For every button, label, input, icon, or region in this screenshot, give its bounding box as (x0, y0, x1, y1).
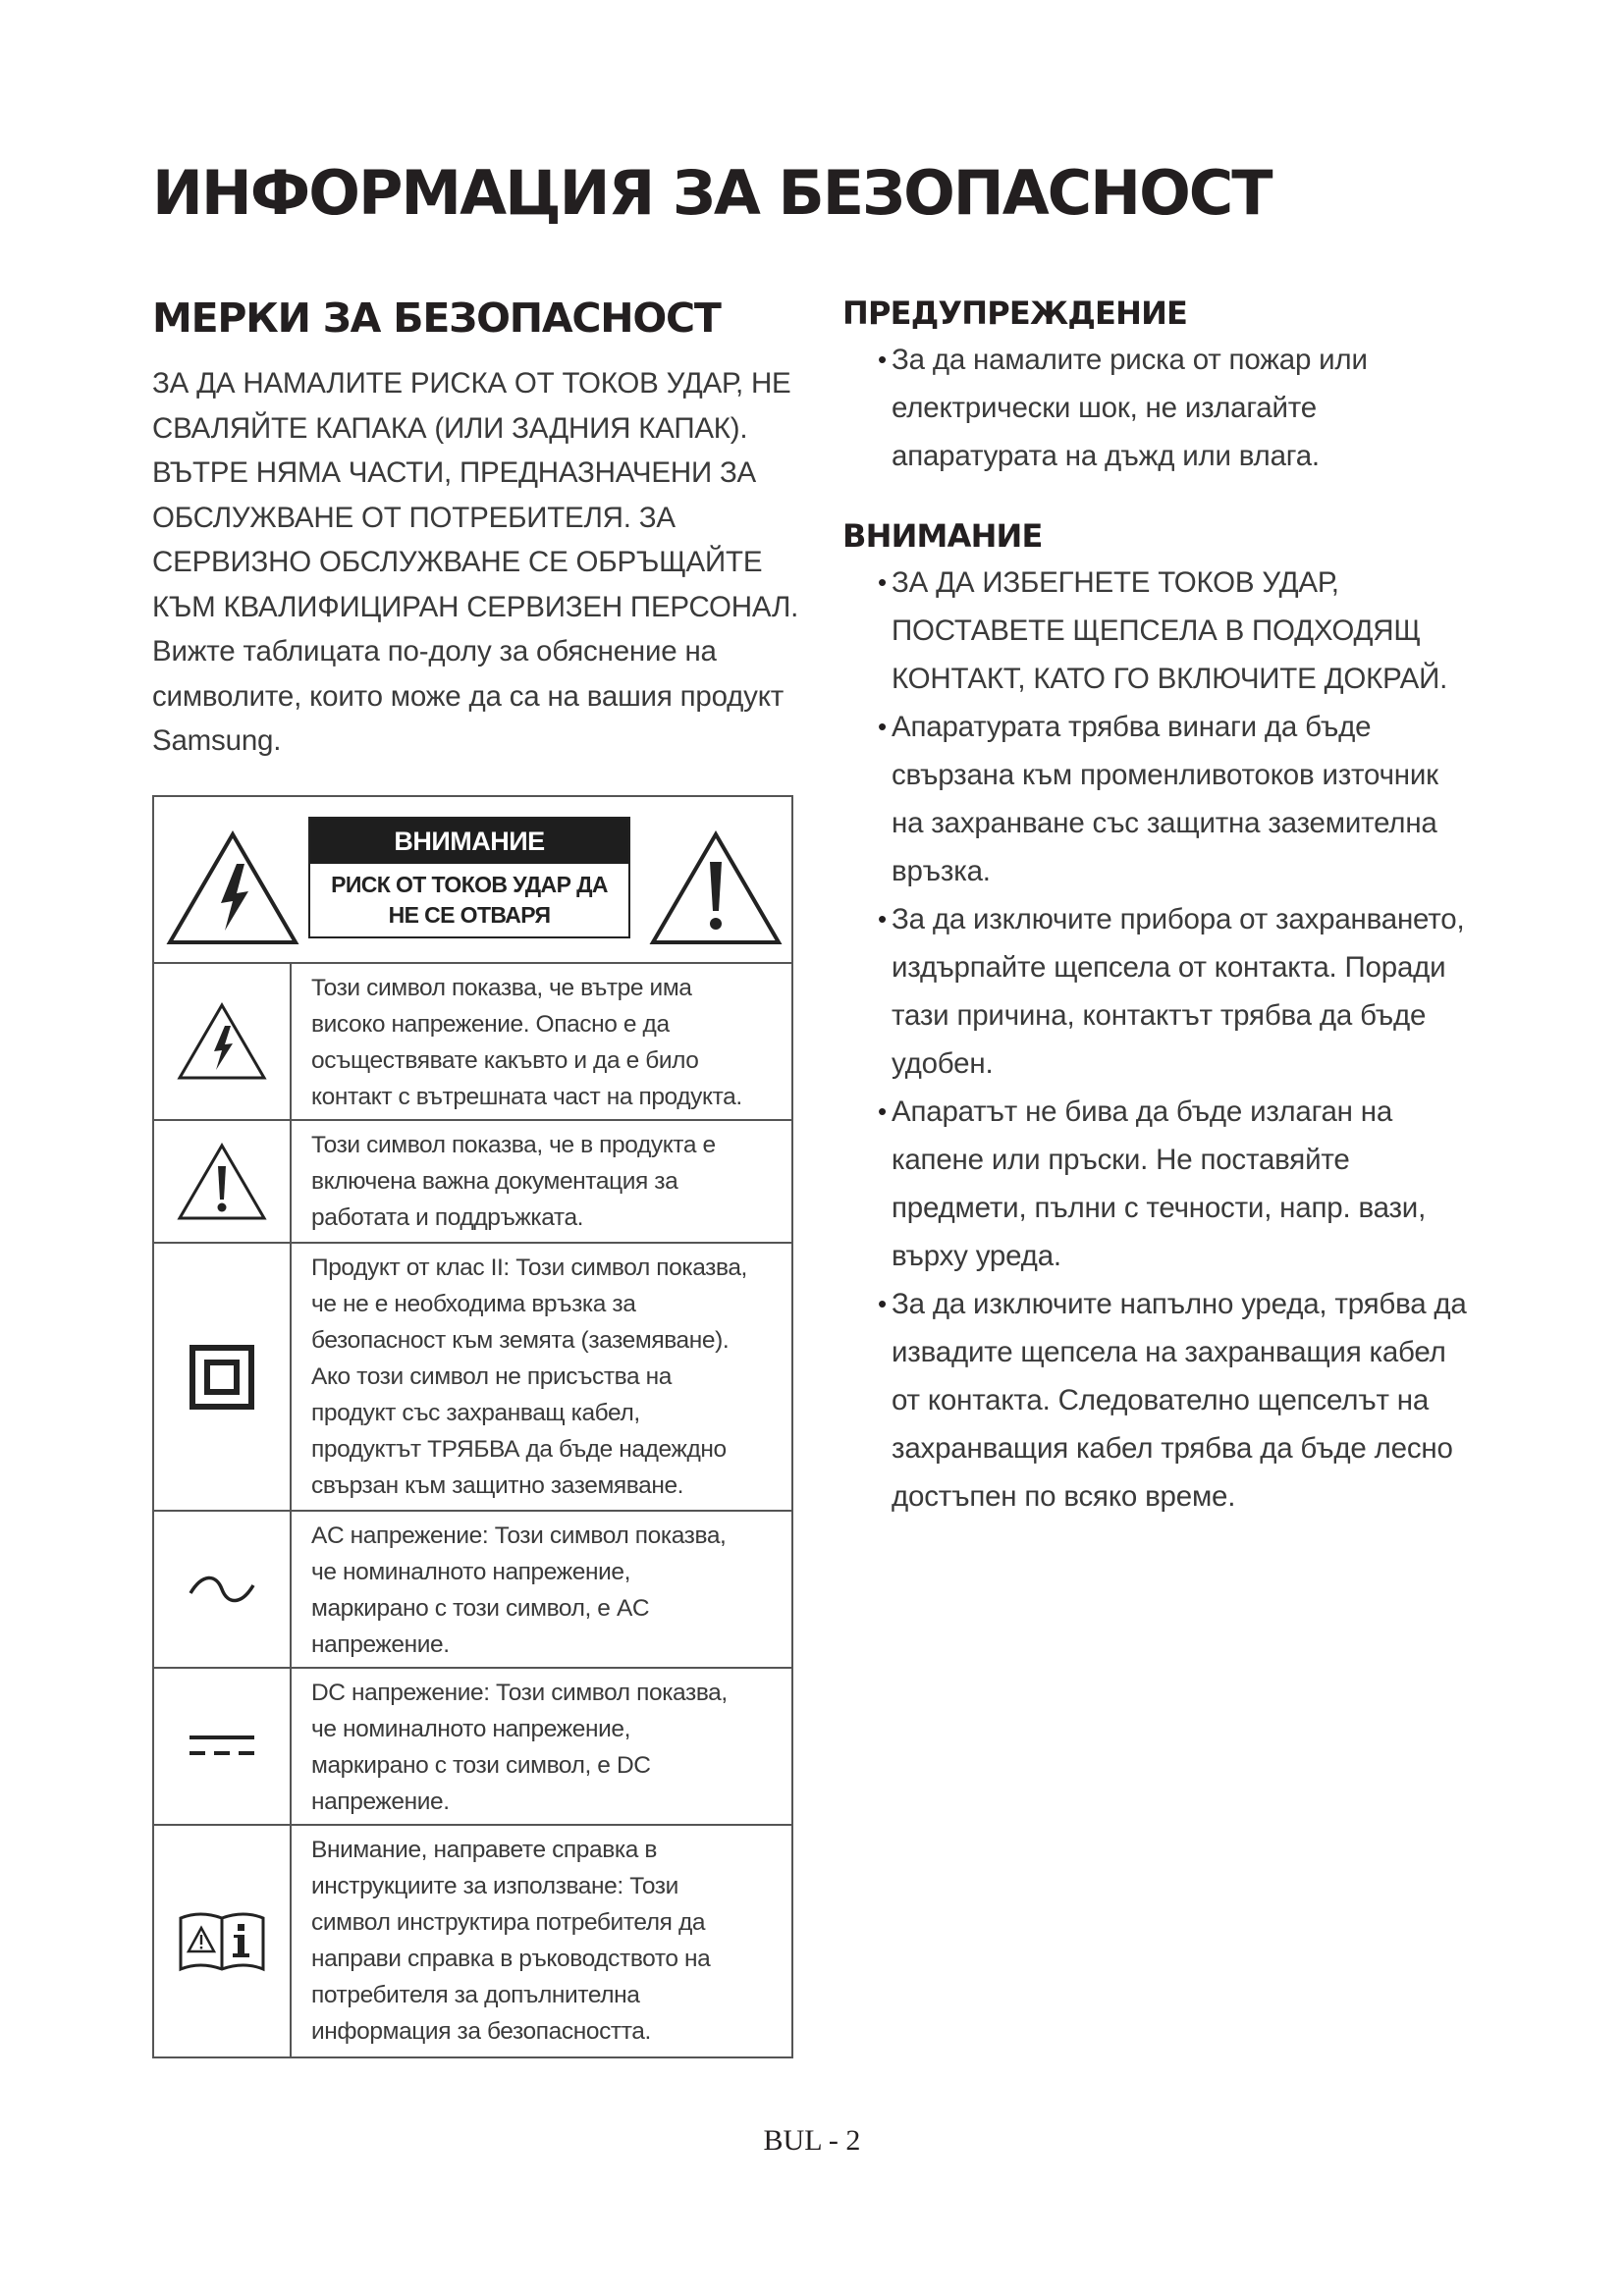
caution-item: • Апаратът не бива да бъде излаган на капене или пръски. Не поставяйте предмети, пълни с течности, напр. вази, върху уреда. (842, 1088, 1510, 1280)
bullet-line: върху уреда. (892, 1240, 1061, 1272)
lightning-triangle-icon (175, 1000, 269, 1083)
symbol-description-line: продуктът ТРЯБВА да бъде надеждно (311, 1436, 727, 1463)
caution-item: • За да изключите прибора от захранването, издърпайте щепсела от контакта. Поради тази причина, контактът трябва да бъде удобен. (842, 895, 1510, 1088)
symbol-icon-cell (154, 1669, 292, 1824)
exclamation-triangle-icon (175, 1141, 269, 1223)
bullet-line: КОНТАКТ, КАТО ГО ВКЛЮЧИТЕ ДОКРАЙ. (892, 663, 1448, 695)
symbol-description-line: включена важна документация за (311, 1168, 678, 1195)
symbol-description-line: продукт със захранващ кабел, (311, 1400, 640, 1426)
symbol-description-line: информация за безопасността. (311, 2018, 651, 2045)
page-title: ИНФОРМАЦИЯ ЗА БЕЗОПАСНОСТ (152, 157, 1272, 229)
symbol-description-line: че номиналното напрежение, (311, 1559, 630, 1585)
caution-item: • ЗА ДА ИЗБЕГНЕТЕ ТОКОВ УДАР, ПОСТАВЕТЕ ЩЕПСЕЛА В ПОДХОДЯЩ КОНТАКТ, КАТО ГО ВКЛЮЧИТЕ ДОКРАЙ. (842, 559, 1510, 703)
symbol-icon-cell (154, 964, 292, 1119)
warning-title: ПРЕДУПРЕЖДЕНИЕ (842, 294, 1188, 332)
symbol-row-manual (154, 1824, 791, 2056)
bullet-line: Апаратурата трябва винаги да бъде (892, 711, 1372, 743)
symbol-icon-cell (154, 1244, 292, 1510)
bullet-line: тази причина, контактът трябва да бъде (892, 999, 1427, 1032)
bullet-line: връзка. (892, 855, 991, 887)
symbol-description-line: Този символ показва, че в продукта е (311, 1132, 716, 1158)
symbol-description-line: потребителя за допълнителна (311, 1982, 640, 2008)
intro-line: СЕРВИЗНО ОБСЛУЖВАНЕ СЕ ОБРЪЩАЙТЕ (152, 546, 763, 578)
section-title-safety-measures: МЕРКИ ЗА БЕЗОПАСНОСТ (152, 294, 721, 342)
symbol-row-dc (154, 1667, 791, 1824)
caution-label-title: ВНИМАНИЕ (310, 819, 628, 864)
caution-label-line: РИСК ОТ ТОКОВ УДАР ДА (331, 872, 608, 897)
right-column (842, 294, 1510, 1521)
bullet-line: капене или пръски. Не поставяйте (892, 1144, 1350, 1176)
bullet-line: захранващия кабел трябва да бъде лесно (892, 1432, 1453, 1465)
intro-line: ВЪТРЕ НЯМА ЧАСТИ, ПРЕДНАЗНАЧЕНИ ЗА (152, 456, 757, 489)
warning-list (842, 336, 1510, 480)
intro-line: Вижте таблицата по-долу за обяснение на (152, 635, 717, 667)
symbol-row-documentation (154, 1119, 791, 1242)
manual-info-icon (177, 1908, 267, 1975)
bullet-line: ПОСТАВЕТЕ ЩЕПСЕЛА В ПОДХОДЯЩ (892, 614, 1421, 647)
symbol-icon-cell (154, 1826, 292, 2056)
intro-text (152, 361, 800, 764)
symbol-description-line: маркирано с този символ, е DC (311, 1752, 651, 1779)
bullet-line: ЗА ДА ИЗБЕГНЕТЕ ТОКОВ УДАР, (892, 566, 1339, 599)
symbol-description-line: символ инструктира потребителя да (311, 1909, 706, 1936)
symbol-description-line: безопасност към земята (заземяване). (311, 1327, 730, 1354)
caution-label-text (310, 864, 628, 931)
intro-line: КЪМ КВАЛИФИЦИРАН СЕРВИЗЕН ПЕРСОНАЛ. (152, 590, 799, 623)
bullet-line: на захранване със защитна заземителна (892, 807, 1437, 839)
symbol-description-line: Продукт от клас II: Този символ показва, (311, 1255, 747, 1281)
symbol-description-line: AC напрежение: Този символ показва, (311, 1522, 727, 1549)
warning-item: • За да намалите риска от пожар или електрически шок, не излагайте апаратурата на дъжд или влага. (842, 336, 1510, 480)
caution-list (842, 559, 1510, 1521)
symbol-description-line: инструкциите за използване: Този (311, 1873, 678, 1899)
intro-line: ЗА ДА НАМАЛИТЕ РИСКА ОТ ТОКОВ УДАР, НЕ (152, 367, 791, 400)
symbol-description-line: маркирано с този символ, е AC (311, 1595, 650, 1622)
symbol-icon-cell (154, 1121, 292, 1242)
bullet-line: от контакта. Следователно щепселът на (892, 1384, 1430, 1416)
symbols-table (152, 795, 793, 2058)
caution-item: • За да изключите напълно уреда, трябва да извадите щепсела на захранващия кабел от контакта. Следователно щепселът на захранващия кабел трябва да бъде лесно достъпен по всяко време. (842, 1280, 1510, 1521)
intro-line: ОБСЛУЖВАНЕ ОТ ПОТРЕБИТЕЛЯ. ЗА (152, 501, 676, 534)
lightning-triangle-icon (164, 828, 301, 948)
symbol-description-line: Внимание, направете справка в (311, 1837, 657, 1863)
symbol-description (311, 1675, 784, 1820)
symbol-description-line: контакт с вътрешната част на продукта. (311, 1084, 742, 1110)
exclamation-triangle-icon (647, 828, 785, 948)
symbol-description (311, 1250, 784, 1504)
bullet-line: За да изключите напълно уреда, трябва да (892, 1288, 1467, 1320)
bullet-line: извадите щепсела на захранващия кабел (892, 1336, 1446, 1368)
symbols-table-header (154, 797, 791, 964)
bullet-line: издърпайте щепсела от контакта. Поради (892, 951, 1446, 984)
page-number: BUL - 2 (763, 2124, 861, 2157)
caution-title: ВНИМАНИЕ (842, 517, 1043, 555)
symbol-description-line: високо напрежение. Опасно е да (311, 1011, 670, 1038)
bullet-line: Апаратът не бива да бъде излаган на (892, 1095, 1393, 1128)
double-square-icon (187, 1342, 257, 1413)
symbol-description (311, 1127, 784, 1236)
bullet-line: свързана към променливотоков източник (892, 759, 1438, 791)
intro-line: Samsung. (152, 724, 282, 757)
symbol-icon-cell (154, 1512, 292, 1667)
intro-line: символите, които може да са на вашия продукт (152, 679, 785, 713)
symbol-row-ac (154, 1510, 791, 1667)
symbol-description-line: DC напрежение: Този символ показва, (311, 1680, 728, 1706)
caution-label (308, 817, 630, 938)
left-column (152, 294, 800, 764)
symbol-row-class-ii (154, 1242, 791, 1510)
symbol-description (311, 1832, 784, 2050)
symbol-row-high-voltage (154, 962, 791, 1119)
symbol-description-line: направи справка в ръководството на (311, 1946, 711, 1972)
bullet-line: електрически шок, не излагайте (892, 392, 1317, 424)
symbol-description-line: напрежение. (311, 1631, 450, 1658)
ac-wave-icon (187, 1572, 257, 1607)
dc-lines-icon (188, 1732, 256, 1761)
bullet-line: предмети, пълни с течности, напр. вази, (892, 1192, 1427, 1224)
caution-label-line: НЕ СЕ ОТВАРЯ (388, 902, 551, 928)
symbol-description-line: че не е необходима връзка за (311, 1291, 636, 1317)
bullet-line: апаратурата на дъжд или влага. (892, 440, 1320, 472)
caution-item: • Апаратурата трябва винаги да бъде свързана към променливотоков източник на захранване със защитна заземителна връзка. (842, 703, 1510, 895)
intro-line: СВАЛЯЙТЕ КАПАКА (ИЛИ ЗАДНИЯ КАПАК). (152, 411, 748, 445)
symbol-description (311, 1518, 784, 1663)
bullet-line: достъпен по всяко време. (892, 1480, 1236, 1513)
symbol-description (311, 970, 784, 1115)
bullet-line: удобен. (892, 1047, 994, 1080)
symbol-description-line: напрежение. (311, 1789, 450, 1815)
bullet-line: За да намалите риска от пожар или (892, 344, 1368, 376)
symbol-description-line: Този символ показва, че вътре има (311, 975, 692, 1001)
symbol-description-line: осъществявате какъвто и да е било (311, 1047, 699, 1074)
symbol-description-line: Ако този символ не присъства на (311, 1363, 673, 1390)
bullet-line: За да изключите прибора от захранването, (892, 903, 1465, 935)
symbol-description-line: работата и поддръжката. (311, 1204, 584, 1231)
symbol-description-line: свързан към защитно заземяване. (311, 1472, 684, 1499)
symbol-description-line: че номиналното напрежение, (311, 1716, 630, 1742)
